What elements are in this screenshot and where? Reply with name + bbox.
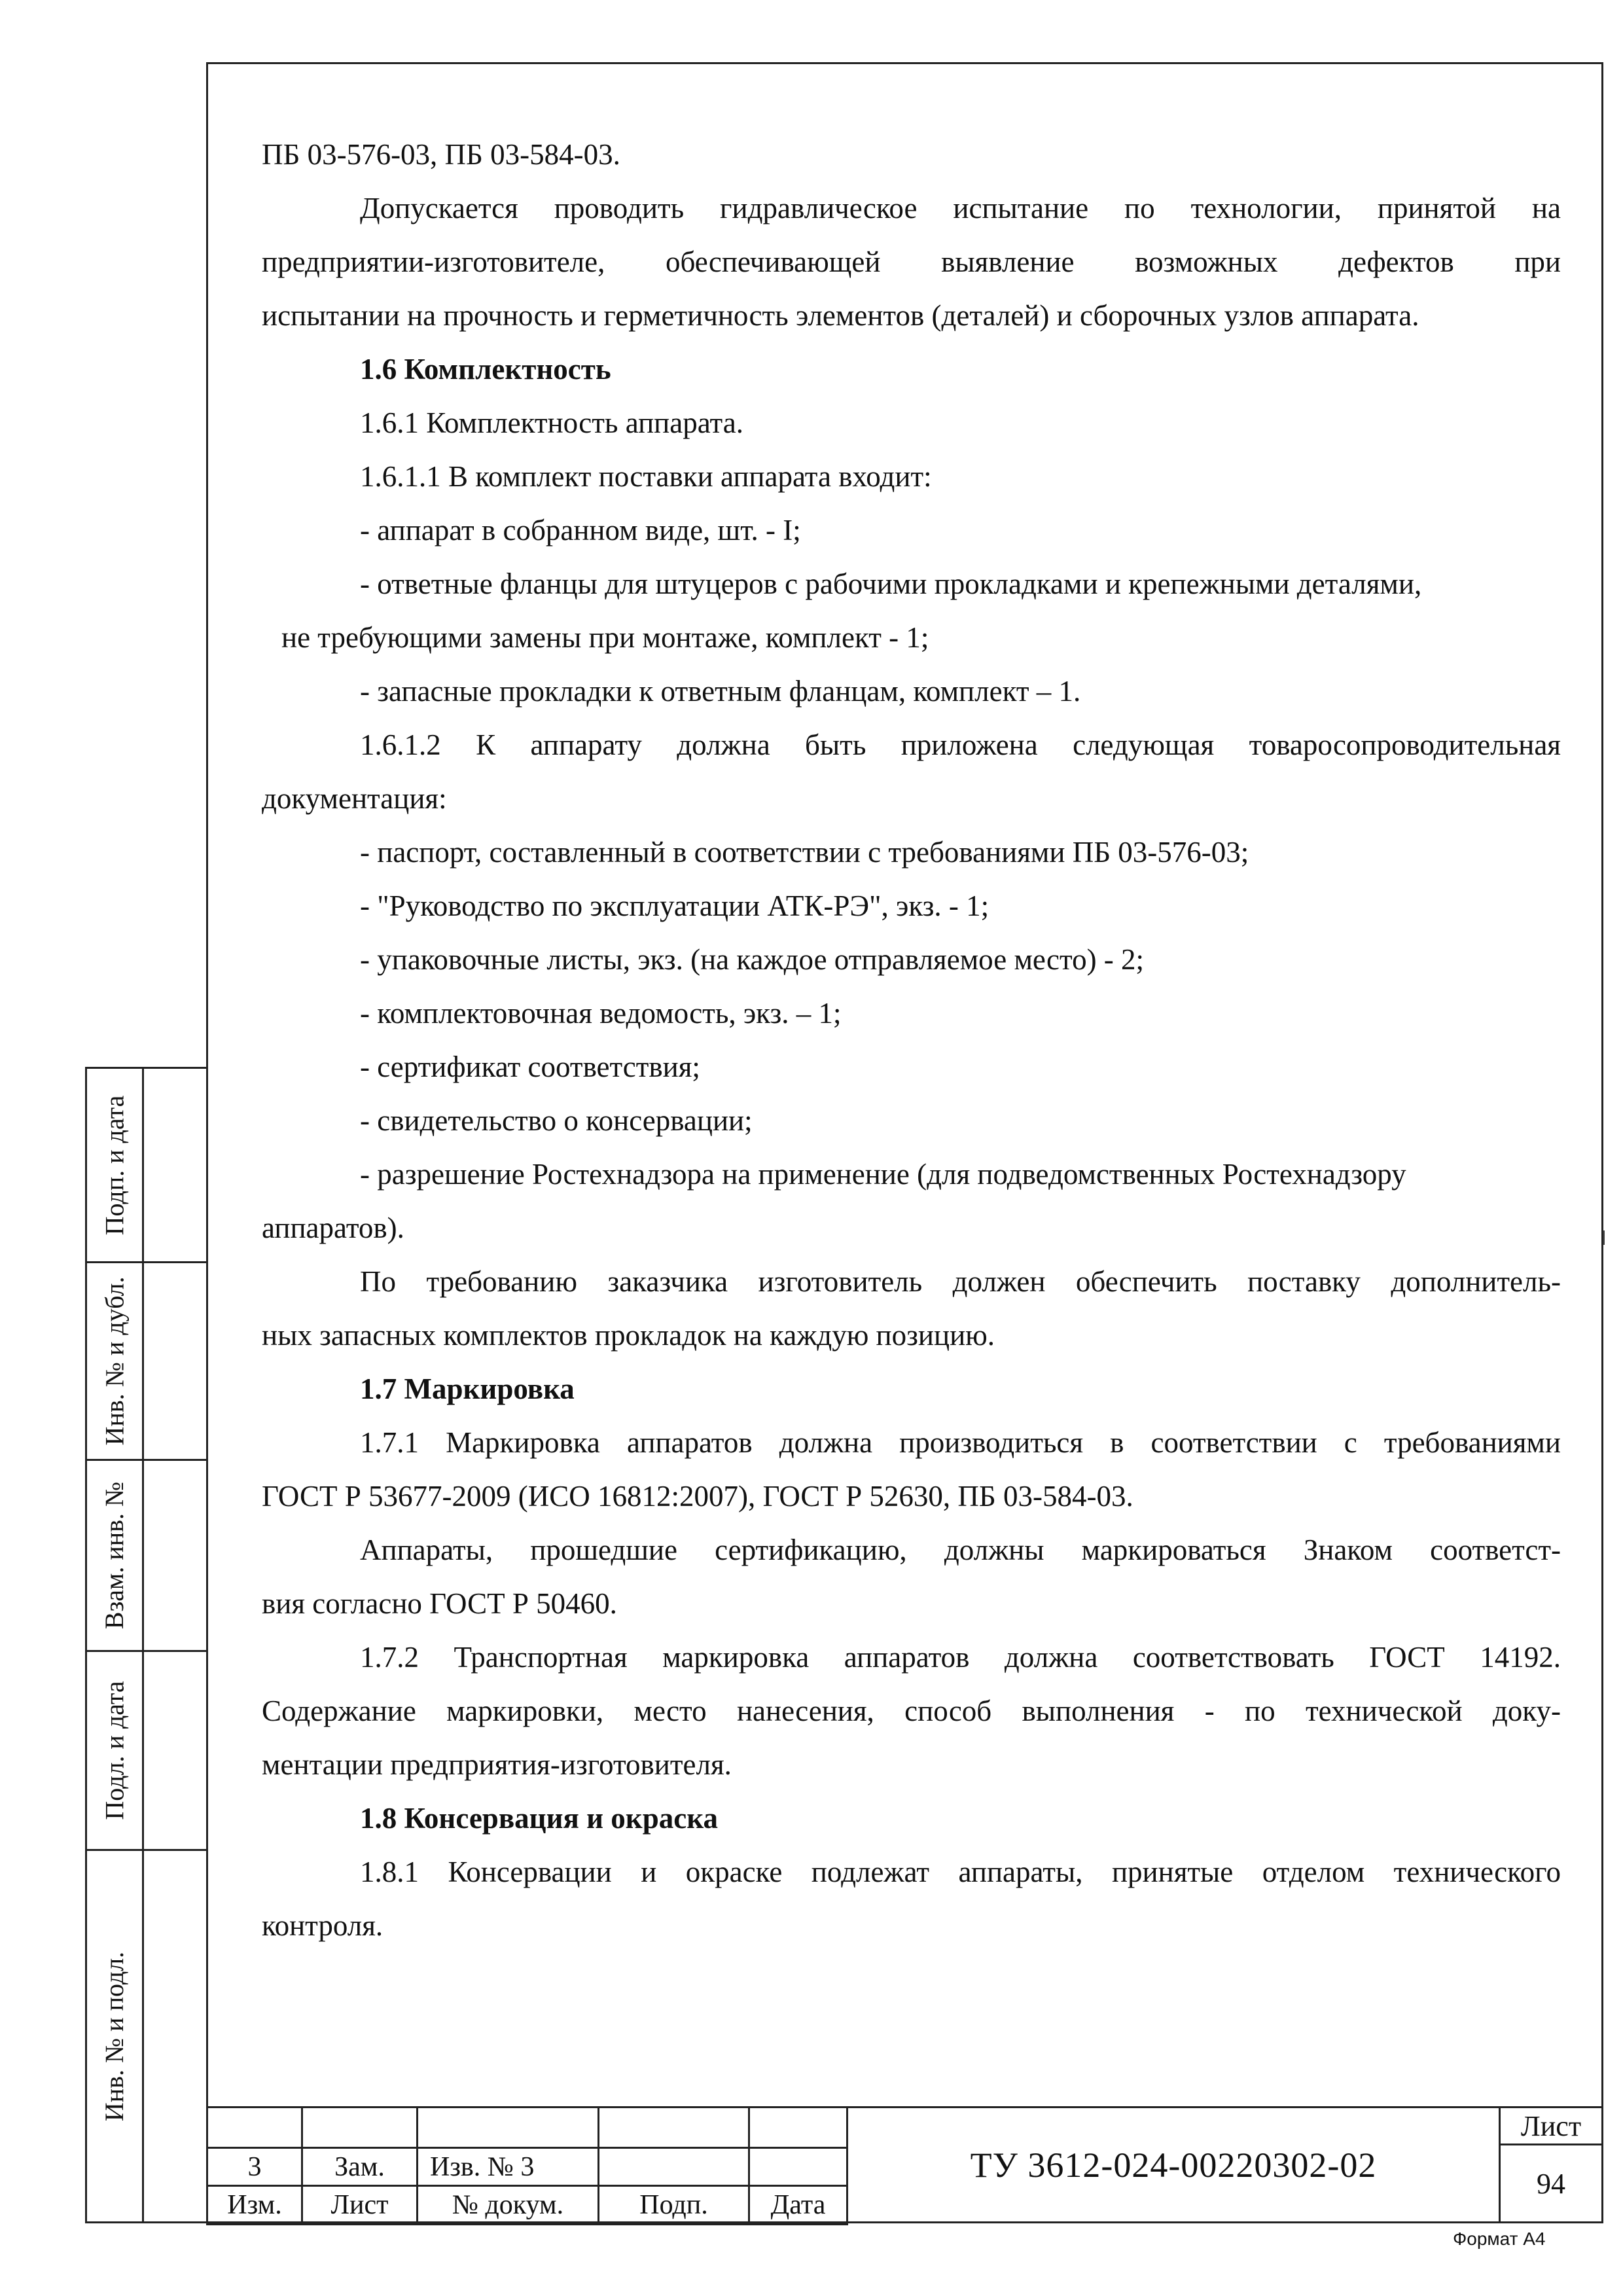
rev-podp xyxy=(599,2148,749,2186)
side-label: Инв. № и подл. xyxy=(99,1951,130,2121)
text-line: ГОСТ Р 53677-2009 (ИСО 16812:2007), ГОСТ Р 52630, ПБ 03-584-03. xyxy=(262,1480,1133,1513)
side-label: Подл. и дата xyxy=(99,1681,130,1820)
rev-doc: Изв. № 3 xyxy=(418,2148,599,2186)
section-heading: 1.7 Маркировка xyxy=(360,1372,575,1405)
header-podp: Подп. xyxy=(599,2186,749,2225)
header-list: Лист xyxy=(302,2186,418,2225)
blank-cell xyxy=(599,2108,749,2148)
text-line: документация: xyxy=(262,782,447,815)
text-line: не требующими замены при монтаже, комплект - 1; xyxy=(281,621,929,654)
text-line: ных запасных комплектов прокладок на каждую позицию. xyxy=(262,1319,995,1352)
side-label: Взам. инв. № xyxy=(99,1481,130,1630)
list-item: - аппарат в собранном виде, шт. - I; xyxy=(360,514,801,547)
blank-cell xyxy=(207,2108,302,2148)
list-item: - запасные прокладки к ответным фланцам, комплект – 1. xyxy=(360,675,1081,708)
text-line: 1.8.1 Консервации и окраске подлежат аппараты, принятые отделом технического xyxy=(360,1856,1561,1888)
list-item: - комплектовочная ведомость, экз. – 1; xyxy=(360,997,842,1030)
title-block xyxy=(206,2106,1603,2223)
list-item: - свидетельство о консервации; xyxy=(360,1104,753,1137)
blank-cell xyxy=(302,2108,418,2148)
sheet-label: Лист xyxy=(1499,2106,1603,2145)
sheet-number: 94 xyxy=(1499,2144,1603,2223)
text-line: 1.7.1 Маркировка аппаратов должна производиться в соответствии с требованиями xyxy=(360,1426,1561,1459)
blank-cell xyxy=(418,2108,599,2148)
revision-table xyxy=(206,2106,848,2225)
header-izm: Изм. xyxy=(207,2186,302,2225)
section-heading: 1.6 Комплектность xyxy=(360,353,611,386)
text-line: 1.6.1 Комплектность аппарата. xyxy=(360,406,743,439)
text-line: ментации предприятия-изготовителя. xyxy=(262,1748,732,1781)
list-item: - сертификат соответствия; xyxy=(360,1050,700,1083)
header-doc: № докум. xyxy=(418,2186,599,2225)
side-label: Подп. и дата xyxy=(99,1095,130,1235)
text-line: аппаратов). xyxy=(262,1211,404,1244)
document-designation: ТУ 3612-024-00220302-02 xyxy=(846,2106,1501,2223)
list-item: - упаковочные листы, экз. (на каждое отправляемое место) - 2; xyxy=(360,943,1145,976)
format-label: Формат А4 xyxy=(1453,2229,1546,2249)
list-item: - "Руководство по эксплуатации АТК-РЭ", экз. - 1; xyxy=(360,889,990,922)
text-line: вия согласно ГОСТ Р 50460. xyxy=(262,1587,617,1620)
text-line: 1.6.1.1 В комплект поставки аппарата входит: xyxy=(360,460,932,493)
document-body xyxy=(262,128,1561,1952)
text-line: испытании на прочность и герметичность элементов (деталей) и сборочных узлов аппарата. xyxy=(262,299,1419,332)
text-line: ПБ 03-576-03, ПБ 03-584-03. xyxy=(262,138,620,171)
text-line: Содержание маркировки, место нанесения, способ выполнения - по технической доку- xyxy=(262,1695,1561,1727)
list-item: - разрешение Ростехнадзора на применение (для подведомственных Ростехнадзору xyxy=(360,1158,1406,1191)
header-data: Дата xyxy=(749,2186,847,2225)
text-line: 1.6.1.2 К аппарату должна быть приложена следующая товаросопроводительная xyxy=(360,728,1561,761)
text-line: 1.7.2 Транспортная маркировка аппаратов должна соответствовать ГОСТ 14192. xyxy=(360,1641,1561,1674)
text-line: Допускается проводить гидравлическое испытание по технологии, принятой на xyxy=(360,192,1561,224)
text-line: контроля. xyxy=(262,1909,383,1942)
rev-data xyxy=(749,2148,847,2186)
text-line: Аппараты, прошедшие сертификацию, должны маркироваться Знаком соответст- xyxy=(360,1534,1561,1566)
list-item: - ответные фланцы для штуцеров с рабочими прокладками и крепежными деталями, xyxy=(360,567,1422,600)
frame-mark xyxy=(1603,1230,1605,1245)
rev-list: Зам. xyxy=(302,2148,418,2186)
side-label: Инв. № и дубл. xyxy=(99,1276,130,1446)
list-item: - паспорт, составленный в соответствии с требованиями ПБ 03-576-03; xyxy=(360,836,1249,869)
section-heading: 1.8 Консервация и окраска xyxy=(360,1802,718,1835)
blank-cell xyxy=(749,2108,847,2148)
rev-izm: 3 xyxy=(207,2148,302,2186)
text-line: По требованию заказчика изготовитель должен обеспечить поставку дополнитель- xyxy=(360,1265,1561,1298)
text-line: предприятии-изготовителе, обеспечивающей выявление возможных дефектов при xyxy=(262,245,1561,278)
